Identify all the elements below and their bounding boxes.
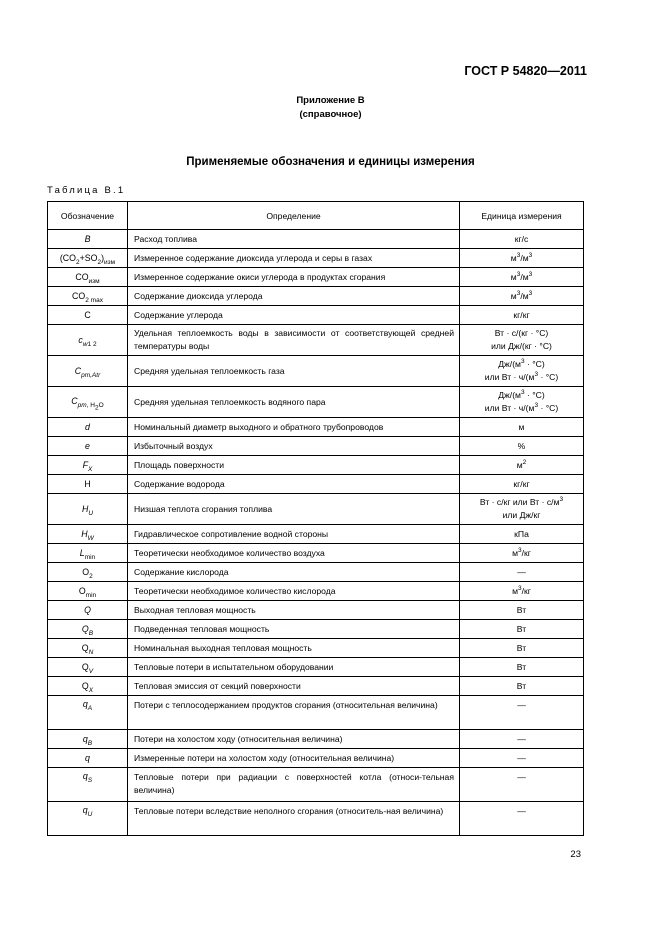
appendix-title: Приложение В bbox=[296, 95, 365, 106]
definition-cell: Гидравлическое сопротивление водной стороны bbox=[128, 525, 460, 544]
symbol-cell: B bbox=[48, 230, 128, 249]
symbols-table bbox=[47, 201, 584, 836]
definition-cell: Тепловая эмиссия от секций поверхности bbox=[128, 677, 460, 696]
table-label: Таблица В.1 bbox=[47, 185, 126, 196]
definition-cell: Теоретически необходимое количество воздуха bbox=[128, 544, 460, 563]
table-row bbox=[48, 418, 584, 437]
table-row bbox=[48, 325, 584, 356]
symbol-cell: $CO_{2 max}$ bbox=[48, 287, 128, 306]
symbol-cell: Q bbox=[48, 601, 128, 620]
definition-cell: Избыточный воздух bbox=[128, 437, 460, 456]
symbol-cell: $L_{min}$ bbox=[48, 544, 128, 563]
standard-header: ГОСТ Р 54820—2011 bbox=[464, 64, 587, 78]
symbol-cell: $Q_N$ bbox=[48, 639, 128, 658]
symbol-cell: $Q_B$ bbox=[48, 620, 128, 639]
symbol-cell: $O_2$ bbox=[48, 563, 128, 582]
unit-cell: $м^3/м^3$ bbox=[460, 287, 584, 306]
table-row bbox=[48, 494, 584, 525]
table-row bbox=[48, 639, 584, 658]
unit-cell: Вт bbox=[460, 677, 584, 696]
definition-cell: Теоретически необходимое количество кислорода bbox=[128, 582, 460, 601]
symbol-cell: $C_{pm,Atr}$ bbox=[48, 356, 128, 387]
table-row bbox=[48, 768, 584, 802]
unit-cell: Вт bbox=[460, 658, 584, 677]
definition-cell: Подведенная тепловая мощность bbox=[128, 620, 460, 639]
unit-cell: $м^3/кг$ bbox=[460, 544, 584, 563]
unit-cell: — bbox=[460, 802, 584, 836]
symbol-cell: $c_{w1 2}$ bbox=[48, 325, 128, 356]
symbol-cell: $H_W$ bbox=[48, 525, 128, 544]
symbol-cell: q bbox=[48, 749, 128, 768]
table-row bbox=[48, 677, 584, 696]
column-header-definition: Определение bbox=[128, 202, 460, 230]
unit-cell: Вт bbox=[460, 620, 584, 639]
symbol-cell: e bbox=[48, 437, 128, 456]
unit-cell: $м^2$ bbox=[460, 456, 584, 475]
unit-cell: Вт · с/кг или Вт · $с/м^3$ или Дж/кг bbox=[460, 494, 584, 525]
symbol-cell: $q_B$ bbox=[48, 730, 128, 749]
unit-cell: Вт bbox=[460, 601, 584, 620]
table-row bbox=[48, 456, 584, 475]
unit-cell: Вт · с/(кг · °С) или Дж/(кг · °С) bbox=[460, 325, 584, 356]
definition-cell: Содержание углерода bbox=[128, 306, 460, 325]
table-row bbox=[48, 730, 584, 749]
unit-cell: — bbox=[460, 563, 584, 582]
symbol-cell: $Q_X$ bbox=[48, 677, 128, 696]
table-row bbox=[48, 387, 584, 418]
unit-cell: кПа bbox=[460, 525, 584, 544]
table-row bbox=[48, 437, 584, 456]
symbol-cell: $Q_V$ bbox=[48, 658, 128, 677]
definition-cell: Содержание диоксида углерода bbox=[128, 287, 460, 306]
unit-cell: $Дж/(м^3 \cdot ^\circ С)$ или Вт · $ч/(м^3 \cdot ^\circ С)$ bbox=[460, 356, 584, 387]
symbol-cell: C bbox=[48, 306, 128, 325]
table-row bbox=[48, 802, 584, 836]
definition-cell: Содержание кислорода bbox=[128, 563, 460, 582]
definition-cell: Измеренные потери на холостом ходу (относительная величина) bbox=[128, 749, 460, 768]
symbol-cell: $C_{pm, H_2O}$ bbox=[48, 387, 128, 418]
table-row bbox=[48, 268, 584, 287]
table-row bbox=[48, 620, 584, 639]
column-header-unit: Единица измерения bbox=[460, 202, 584, 230]
definition-cell: Номинальный диаметр выходного и обратного трубопроводов bbox=[128, 418, 460, 437]
table-row bbox=[48, 658, 584, 677]
table-row bbox=[48, 249, 584, 268]
unit-cell: $м^3/м^3$ bbox=[460, 268, 584, 287]
unit-cell: — bbox=[460, 730, 584, 749]
table-row bbox=[48, 749, 584, 768]
table-row bbox=[48, 230, 584, 249]
definition-cell: Удельная теплоемкость воды в зависимости от соответствующей средней температуры воды bbox=[128, 325, 460, 356]
table-row bbox=[48, 525, 584, 544]
table-header-row bbox=[48, 202, 584, 230]
symbol-cell: $(CO_2+SO_2)_{изм}$ bbox=[48, 249, 128, 268]
section-title: Применяемые обозначения и единицы измерения bbox=[186, 156, 475, 168]
table-row bbox=[48, 356, 584, 387]
page-number: 23 bbox=[570, 849, 581, 860]
appendix-subtitle: (справочное) bbox=[299, 109, 362, 120]
table-row bbox=[48, 696, 584, 730]
symbol-cell: $F_X$ bbox=[48, 456, 128, 475]
unit-cell: — bbox=[460, 696, 584, 730]
table-row bbox=[48, 582, 584, 601]
symbol-cell: $q_S$ bbox=[48, 768, 128, 802]
unit-cell: Вт bbox=[460, 639, 584, 658]
unit-cell: $Дж/(м^3 \cdot ^\circ С)$ или Вт · $ч/(м^3 \cdot ^\circ С)$ bbox=[460, 387, 584, 418]
definition-cell: Номинальная выходная тепловая мощность bbox=[128, 639, 460, 658]
table-row bbox=[48, 306, 584, 325]
table-row bbox=[48, 544, 584, 563]
appendix-heading bbox=[0, 94, 661, 122]
unit-cell: — bbox=[460, 768, 584, 802]
unit-cell: кг/кг bbox=[460, 306, 584, 325]
definition-cell: Измеренное содержание диоксида углерода и серы в газах bbox=[128, 249, 460, 268]
unit-cell: кг/кг bbox=[460, 475, 584, 494]
column-header-symbol: Обозначение bbox=[48, 202, 128, 230]
symbol-cell: $CO_{изм}$ bbox=[48, 268, 128, 287]
symbol-cell: d bbox=[48, 418, 128, 437]
unit-cell: $м^3/кг$ bbox=[460, 582, 584, 601]
definition-cell: Площадь поверхности bbox=[128, 456, 460, 475]
table-row bbox=[48, 601, 584, 620]
table-row bbox=[48, 475, 584, 494]
table-row bbox=[48, 287, 584, 306]
unit-cell: $м^3/м^3$ bbox=[460, 249, 584, 268]
unit-cell: — bbox=[460, 749, 584, 768]
definition-cell: Измеренное содержание окиси углерода в продуктах сгорания bbox=[128, 268, 460, 287]
unit-cell: % bbox=[460, 437, 584, 456]
symbol-cell: H bbox=[48, 475, 128, 494]
definition-cell: Низшая теплота сгорания топлива bbox=[128, 494, 460, 525]
symbol-cell: $H_U$ bbox=[48, 494, 128, 525]
symbol-cell: $q_U$ bbox=[48, 802, 128, 836]
table-body bbox=[48, 230, 584, 836]
definition-cell: Тепловые потери в испытательном оборудовании bbox=[128, 658, 460, 677]
definition-cell: Тепловые потери вследствие неполного сгорания (относитель-ная величина) bbox=[128, 802, 460, 836]
unit-cell: кг/с bbox=[460, 230, 584, 249]
symbol-cell: $q_A$ bbox=[48, 696, 128, 730]
definition-cell: Выходная тепловая мощность bbox=[128, 601, 460, 620]
definition-cell: Средняя удельная теплоемкость газа bbox=[128, 356, 460, 387]
definition-cell: Расход топлива bbox=[128, 230, 460, 249]
definition-cell: Тепловые потери при радиации с поверхностей котла (относи-тельная величина) bbox=[128, 768, 460, 802]
definition-cell: Потери с теплосодержанием продуктов сгорания (относительная величина) bbox=[128, 696, 460, 730]
definition-cell: Содержание водорода bbox=[128, 475, 460, 494]
definition-cell: Потери на холостом ходу (относительная величина) bbox=[128, 730, 460, 749]
definition-cell: Средняя удельная теплоемкость водяного пара bbox=[128, 387, 460, 418]
unit-cell: м bbox=[460, 418, 584, 437]
symbol-cell: $O_{min}$ bbox=[48, 582, 128, 601]
table-row bbox=[48, 563, 584, 582]
